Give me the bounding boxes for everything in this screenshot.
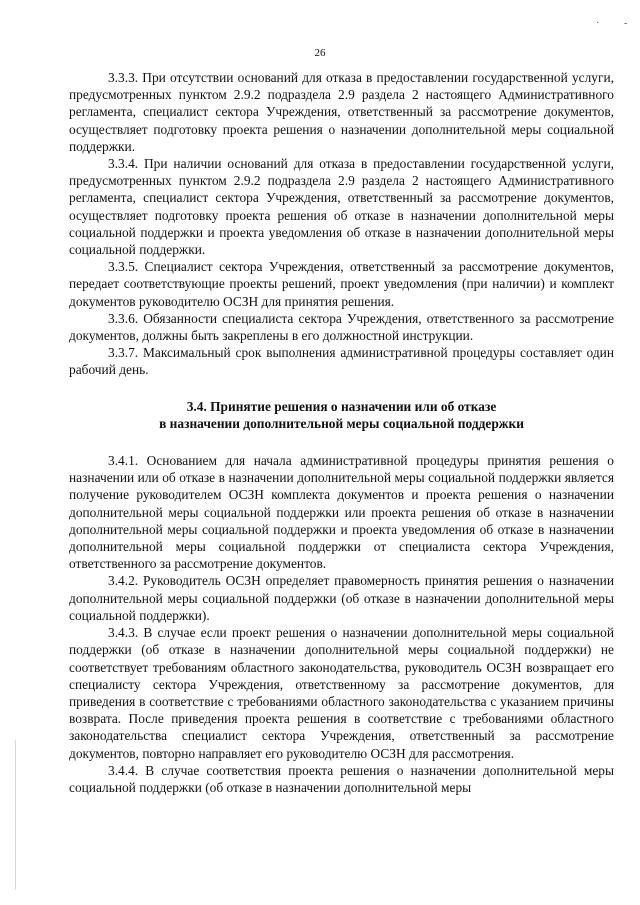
section-heading-line-1: 3.4. Принятие решения о назначении или об отказе bbox=[186, 398, 497, 414]
page-number: 26 bbox=[314, 47, 326, 59]
paragraph-3-3-4: 3.3.4. При наличии оснований для отказа в предоставлении государственной услуги, предусмотренных пунктом 2.9.2 подраздела 2.9 раздела 2 настоящего Административного регламента, специалист сектора Учреждения, ответственный за рассмотрение документов, осуществляет подготовку проекта решения об отказе в назначении дополнительной меры социальной поддержки и проекта уведомления об отказе в назначении дополнительной меры социальной поддержки. bbox=[69, 156, 614, 258]
paragraph-3-4-3: 3.4.3. В случае если проект решения о назначении дополнительной меры социальной поддержки (об отказе в назначении дополнительной меры социальной поддержки) не соответствует требованиям областного законодательства, руководитель ОСЗН возвращает его специалисту сектора Учреждения, ответственному за рассмотрение документов, для приведения в соответствие с требованиями областного законодательства с указанием причины возврата. После приведения проекта решения в соответствие с требованиями областного законодательства специалист сектора Учреждения, ответственный за рассмотрение документов, повторно направляет его руководителю ОСЗН для рассмотрения. bbox=[69, 625, 614, 761]
paragraph-3-4-4: 3.4.4. В случае соответствия проекта решения о назначении дополнительной меры социальной поддержки (об отказе в назначении дополнительной меры bbox=[69, 762, 614, 795]
scan-edge-line bbox=[15, 740, 16, 890]
paragraph-3-4-1: 3.4.1. Основанием для начала административной процедуры принятия решения о назначении или об отказе в назначении дополнительной меры социальной поддержки является получение руководителем ОСЗН комплекта документов и проекта решения о назначении дополнительной меры социальной поддержки или проекта решения об отказе в назначении дополнительной меры социальной поддержки и проекта уведомления об отказе в назначении дополнительной меры социальной поддержки от специалиста сектора Учреждения, ответственного за рассмотрение документов. bbox=[69, 453, 614, 572]
paragraph-3-3-5: 3.3.5. Специалист сектора Учреждения, ответственный за рассмотрение документов, передает соответствующие проекты решений, проект уведомления (при наличии) и комплект документов руководителю ОСЗН для принятия решения. bbox=[69, 259, 614, 309]
body-text bbox=[69, 69, 614, 796]
paragraph-3-3-6: 3.3.6. Обязанности специалиста сектора Учреждения, ответственного за рассмотрение документов, должны быть закреплены в его должностной инструкции. bbox=[69, 310, 614, 344]
scan-mark-dash: - bbox=[624, 18, 628, 29]
paragraph-3-3-3: 3.3.3. При отсутствии оснований для отказа в предоставлении государственной услуги, предусмотренных пунктом 2.9.2 подраздела 2.9 раздела 2 настоящего Административного регламента, специалист сектора Учреждения, ответственный за рассмотрение документов, осуществляет подготовку проекта решения о назначении дополнительной меры социальной поддержки. bbox=[69, 70, 614, 154]
paragraph-3-3-7: 3.3.7. Максимальный срок выполнения административной процедуры составляет один рабочий день. bbox=[69, 345, 614, 378]
section-heading bbox=[69, 398, 614, 432]
section-heading-line-2: в назначении дополнительной меры социальной поддержки bbox=[159, 415, 524, 431]
paragraph-3-4-2: 3.4.2. Руководитель ОСЗН определяет правомерность принятия решения о назначении дополнительной меры социальной поддержки (об отказе в назначении дополнительной меры социальной поддержки). bbox=[69, 573, 614, 623]
scan-mark-dot: · bbox=[596, 18, 600, 29]
